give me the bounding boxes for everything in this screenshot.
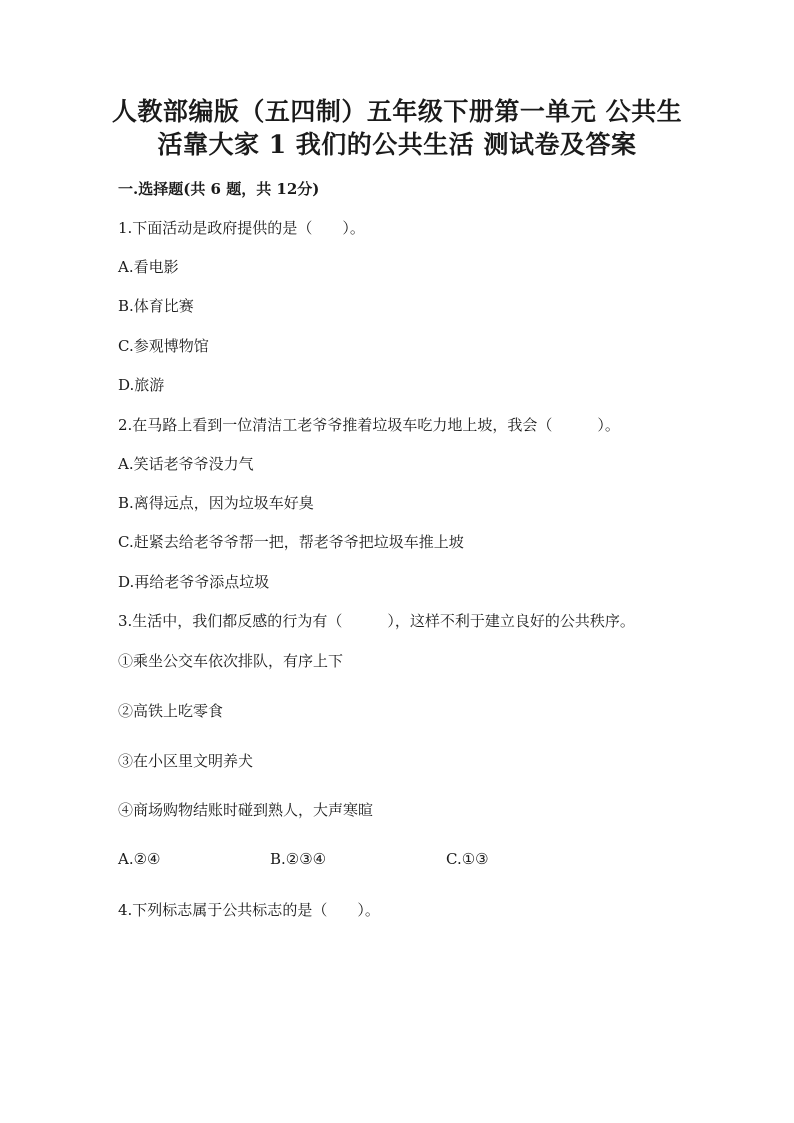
question-1-option-c: C.参观博物馆 (118, 337, 209, 355)
question-2-option-b: B.离得远点，因为垃圾车好臭 (118, 494, 314, 512)
question-2-option-d: D.再给老爷爷添点垃圾 (118, 573, 270, 591)
question-3-item-2: ②高铁上吃零食 (118, 702, 224, 720)
question-1-option-d: D.旅游 (118, 376, 165, 394)
page-title-line-2: 活靠大家 1 我们的公共生活 测试卷及答案 (157, 130, 637, 159)
section-heading: 一.选择题(共 6 题，共 12分) (118, 180, 320, 198)
question-3-stem: 3.生活中，我们都反感的行为有（ ），这样不利于建立良好的公共秩序。 (118, 612, 635, 630)
question-2-option-a: A.笑话老爷爷没力气 (118, 455, 254, 473)
question-3-option-a: A.②④ (118, 850, 161, 868)
question-1-option-b: B.体育比赛 (118, 297, 194, 315)
question-3-item-1: ①乘坐公交车依次排队，有序上下 (118, 652, 344, 670)
question-1-stem: 1.下面活动是政府提供的是（ ）。 (118, 219, 365, 237)
question-4-stem: 4.下列标志属于公共标志的是（ ）。 (118, 901, 380, 919)
question-3-option-c: C.①③ (446, 850, 489, 868)
question-3-item-4: ④商场购物结账时碰到熟人，大声寒暄 (118, 801, 374, 819)
question-3-item-3: ③在小区里文明养犬 (118, 752, 254, 770)
question-1-option-a: A.看电影 (118, 258, 179, 276)
question-3-option-b: B.②③④ (270, 850, 327, 868)
question-3-options (118, 849, 718, 869)
question-2-option-c: C.赶紧去给老爷爷帮一把，帮老爷爷把垃圾车推上坡 (118, 533, 464, 551)
page-title-line-1: 人教部编版（五四制）五年级下册第一单元 公共生 (111, 97, 683, 126)
question-2-stem: 2.在马路上看到一位清洁工老爷爷推着垃圾车吃力地上坡，我会（ ）。 (118, 416, 620, 434)
